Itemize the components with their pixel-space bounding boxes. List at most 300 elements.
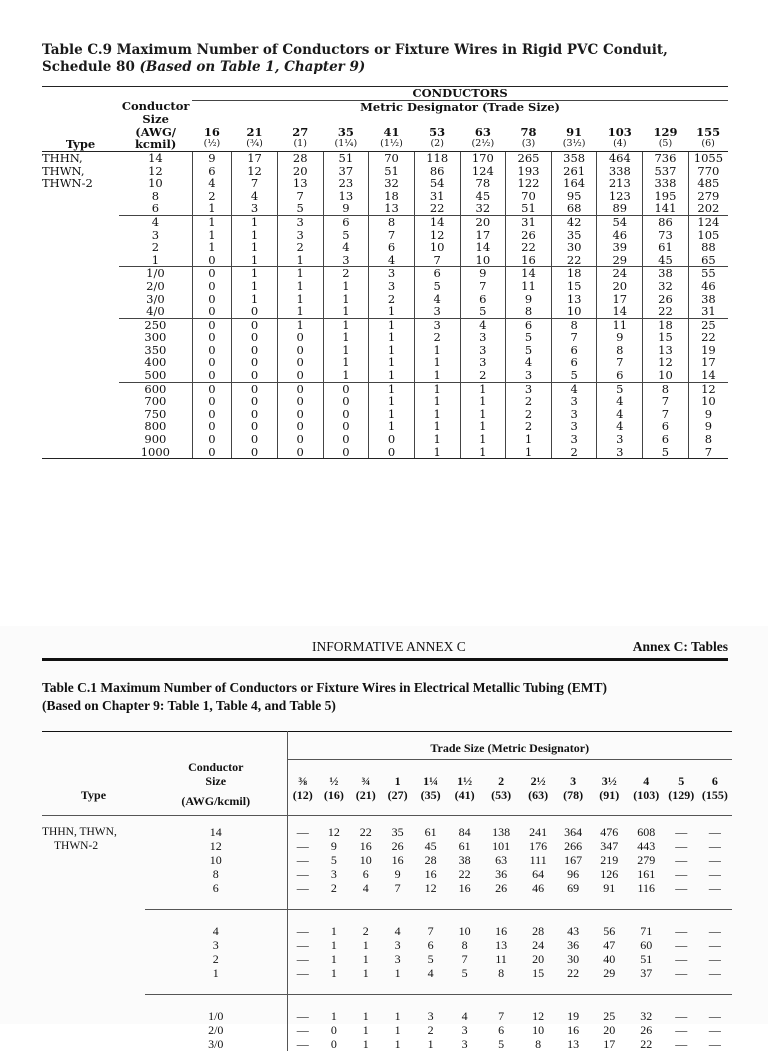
conductor-count: 0 bbox=[277, 356, 323, 369]
conductor-count: 1 bbox=[362, 951, 369, 966]
conductor-count: 1 bbox=[330, 951, 337, 966]
conductor-count: 69 bbox=[567, 880, 580, 895]
conductor-count: 70 bbox=[369, 151, 415, 164]
blank-cell bbox=[42, 774, 145, 788]
conductor-count: 5 bbox=[498, 1036, 505, 1051]
conductor-count: 5 bbox=[506, 344, 552, 357]
metric-designator: 129 bbox=[653, 124, 678, 139]
conductor-count: 12 bbox=[424, 880, 437, 895]
conductor-count: 8 bbox=[461, 937, 468, 952]
conductor-count: 1 bbox=[277, 254, 323, 267]
trade-size: (5) bbox=[643, 138, 689, 151]
type-cell bbox=[42, 331, 119, 344]
conductor-size-header-line: Size bbox=[145, 774, 287, 788]
conductor-count: 5 bbox=[461, 965, 468, 980]
blank-cell bbox=[42, 87, 119, 101]
conductor-count: 26 bbox=[640, 1022, 653, 1037]
type-cell bbox=[42, 305, 119, 318]
conductor-size: 12 bbox=[119, 165, 192, 178]
conductor-count: 14 bbox=[597, 305, 643, 318]
conductor-count: 1 bbox=[330, 937, 337, 952]
conductor-count: 1 bbox=[414, 408, 460, 421]
conductor-count: 0 bbox=[330, 1022, 337, 1037]
table-row bbox=[42, 966, 732, 995]
conductor-count: 736 bbox=[643, 151, 689, 164]
conductor-count: 3 bbox=[551, 408, 597, 421]
conductor-count: 6 bbox=[323, 215, 369, 228]
conductor-count: 0 bbox=[192, 420, 232, 433]
conductor-count: 1 bbox=[277, 293, 323, 306]
conductor-count: 1 bbox=[369, 344, 415, 357]
conductor-count: 12 bbox=[643, 356, 689, 369]
table-row bbox=[42, 867, 732, 881]
conductor-count: 1 bbox=[506, 433, 552, 446]
conductor-count: 608 bbox=[637, 824, 656, 839]
trade-size: (4) bbox=[597, 138, 643, 151]
conductor-count: 0 bbox=[277, 331, 323, 344]
conductor-size-header-line: Conductor bbox=[121, 99, 190, 114]
type-cell bbox=[42, 420, 119, 433]
blank-cell bbox=[42, 760, 145, 774]
conductor-count: 1 bbox=[460, 395, 506, 408]
conductor-count: 8 bbox=[551, 318, 597, 331]
conductor-count: 0 bbox=[232, 344, 278, 357]
conductor-count: 5 bbox=[330, 852, 337, 867]
type-cell bbox=[42, 966, 145, 995]
metric-designator: 78 bbox=[520, 124, 537, 139]
trade-size: (½) bbox=[192, 138, 232, 151]
type-cell bbox=[42, 395, 119, 408]
conductor-count: — bbox=[296, 937, 309, 952]
table-c1-title bbox=[42, 679, 607, 715]
conductor-count: 0 bbox=[323, 382, 369, 395]
conductor-count: 1 bbox=[460, 446, 506, 459]
conductor-count: 1 bbox=[318, 909, 350, 938]
conductor-count: 7 bbox=[414, 254, 460, 267]
conductor-count: 1 bbox=[323, 293, 369, 306]
conductor-count: 13 bbox=[495, 937, 508, 952]
conductor-count: 279 bbox=[637, 852, 656, 867]
conductor-size: 250 bbox=[119, 318, 192, 331]
conductor-count: 9 bbox=[394, 866, 401, 881]
conductor-count: 17 bbox=[232, 151, 278, 164]
table-row bbox=[42, 994, 732, 1023]
conductor-count: 24 bbox=[597, 267, 643, 280]
conductor-count: 86 bbox=[643, 215, 689, 228]
conductor-count: 1 bbox=[323, 344, 369, 357]
conductor-count: 9 bbox=[323, 202, 369, 215]
conductor-count: — bbox=[708, 880, 721, 895]
trade-size: 2 bbox=[498, 773, 505, 788]
conductor-count: 37 bbox=[640, 965, 653, 980]
conductor-size-header-line: Size bbox=[142, 112, 169, 127]
conductor-count: 15 bbox=[551, 280, 597, 293]
conductor-count: 3 bbox=[414, 318, 460, 331]
conductor-count: 3 bbox=[232, 202, 278, 215]
conductor-count: — bbox=[296, 880, 309, 895]
conductor-count: 1 bbox=[362, 1036, 369, 1051]
blank-cell bbox=[192, 113, 728, 126]
conductor-count: 9 bbox=[506, 293, 552, 306]
type-header: Type bbox=[42, 788, 145, 816]
conductor-count: 0 bbox=[232, 408, 278, 421]
conductor-count: 1 bbox=[369, 408, 415, 421]
conductor-size: 6 bbox=[145, 881, 287, 910]
table-row bbox=[42, 839, 732, 853]
trade-size-header: Trade Size (Metric Designator) bbox=[287, 732, 732, 760]
table-row bbox=[42, 177, 728, 190]
conductor-count: 63 bbox=[495, 852, 508, 867]
conductor-count: 537 bbox=[643, 165, 689, 178]
conductor-count: 38 bbox=[643, 267, 689, 280]
conductor-count: 4 bbox=[414, 293, 460, 306]
conductor-count: 10 bbox=[532, 1022, 545, 1037]
conductor-count: 22 bbox=[640, 1036, 653, 1051]
conductor-count: 2 bbox=[506, 408, 552, 421]
conductor-count: 23 bbox=[323, 177, 369, 190]
conductor-count: 3 bbox=[551, 433, 597, 446]
conductor-count: 4 bbox=[448, 994, 482, 1023]
conductor-count: 65 bbox=[701, 252, 716, 267]
conductor-count: — bbox=[665, 909, 698, 938]
conductor-size: 2 bbox=[119, 241, 192, 254]
title-line1: Table C.9 Maximum Number of Conductors or Fixture Wires in Rigid PVC Conduit, bbox=[42, 42, 668, 58]
blank-cell bbox=[287, 760, 732, 774]
conductor-size: 1/0 bbox=[145, 994, 287, 1023]
metric-designator: (35) bbox=[414, 788, 448, 816]
metric-designator: 41 bbox=[383, 124, 400, 139]
conductor-count: 20 bbox=[603, 1022, 616, 1037]
conductor-count: 16 bbox=[424, 866, 437, 881]
conductor-count: — bbox=[708, 824, 721, 839]
header-row-trade-label bbox=[42, 732, 732, 760]
conductor-count: 15 bbox=[643, 331, 689, 344]
conductor-count: 0 bbox=[192, 344, 232, 357]
annex-header bbox=[42, 636, 728, 656]
conductor-count: 7 bbox=[643, 395, 689, 408]
conductor-count: 4 bbox=[382, 909, 414, 938]
conductor-count: 26 bbox=[643, 293, 689, 306]
conductor-count: 22 bbox=[551, 254, 597, 267]
type-cell bbox=[42, 190, 119, 203]
conductor-count: 1 bbox=[323, 318, 369, 331]
conductor-count: 11 bbox=[597, 318, 643, 331]
type-cell: THHN, bbox=[42, 150, 83, 165]
conductor-count: 7 bbox=[414, 909, 448, 938]
conductor-count: 0 bbox=[192, 331, 232, 344]
conductor-count: 19 bbox=[556, 994, 591, 1023]
title-italic: (Based on Table 1, Chapter 9) bbox=[139, 59, 366, 75]
conductor-count: 0 bbox=[323, 395, 369, 408]
conductor-count: 1 bbox=[460, 382, 506, 395]
conductor-count: 6 bbox=[643, 420, 689, 433]
conductor-count: 38 bbox=[701, 291, 716, 306]
header-rule bbox=[42, 658, 728, 661]
metric-designator: (63) bbox=[521, 788, 556, 816]
conductor-count: 0 bbox=[277, 408, 323, 421]
conductor-count: 443 bbox=[637, 838, 656, 853]
conductor-count: 2 bbox=[192, 190, 232, 203]
conductor-count: 1 bbox=[394, 965, 401, 980]
conductor-count: 20 bbox=[460, 215, 506, 228]
conductor-count: 0 bbox=[330, 1036, 337, 1051]
conductor-count: 10 bbox=[701, 394, 716, 409]
conductor-count: 1 bbox=[369, 305, 415, 318]
conductor-count: 1 bbox=[394, 1022, 401, 1037]
conductor-count: 51 bbox=[640, 951, 653, 966]
conductor-count: 1 bbox=[232, 215, 278, 228]
conductor-count: 4 bbox=[232, 190, 278, 203]
conductor-count: 101 bbox=[492, 838, 511, 853]
c1-title-line1: Table C.1 Maximum Number of Conductors or Fixture Wires in Electrical Metallic Tubing (EMT) bbox=[42, 680, 607, 695]
conductor-count: 1 bbox=[414, 369, 460, 382]
conductor-count: 96 bbox=[567, 866, 580, 881]
conductor-count: 0 bbox=[192, 267, 232, 280]
conductor-count: 464 bbox=[597, 151, 643, 164]
conductor-size: 8 bbox=[119, 190, 192, 203]
table-row bbox=[42, 938, 732, 952]
conductor-count: 35 bbox=[391, 824, 404, 839]
conductor-count: 476 bbox=[600, 824, 619, 839]
conductor-count: 32 bbox=[369, 177, 415, 190]
conductor-count: 12 bbox=[688, 382, 728, 395]
conductor-count: 10 bbox=[551, 305, 597, 318]
conductor-count: 347 bbox=[600, 838, 619, 853]
conductor-count: 22 bbox=[506, 241, 552, 254]
trade-size: 3 bbox=[570, 773, 577, 788]
conductor-count: 1 bbox=[192, 202, 232, 215]
conductor-count: 0 bbox=[277, 382, 323, 395]
conductor-count: 24 bbox=[532, 937, 545, 952]
conductor-count: 164 bbox=[551, 177, 597, 190]
conductor-count: — bbox=[296, 965, 309, 980]
header-row-conductor bbox=[42, 760, 732, 774]
conductor-count: — bbox=[675, 838, 688, 853]
conductor-count: — bbox=[675, 965, 688, 980]
conductor-count: 60 bbox=[640, 937, 653, 952]
conductor-count: 7 bbox=[482, 994, 521, 1023]
conductor-count: 0 bbox=[277, 344, 323, 357]
conductor-count: — bbox=[675, 1022, 688, 1037]
trade-size: (2½) bbox=[460, 138, 506, 151]
conductor-count: 7 bbox=[460, 280, 506, 293]
trade-size: 1 bbox=[394, 773, 401, 788]
type-cell bbox=[42, 867, 145, 881]
conductor-count: — bbox=[708, 951, 721, 966]
conductor-count: 16 bbox=[482, 909, 521, 938]
metric-designator: (91) bbox=[591, 788, 628, 816]
conductor-count: 1055 bbox=[693, 150, 724, 165]
conductor-count: 1 bbox=[330, 965, 337, 980]
conductor-count: 8 bbox=[643, 382, 689, 395]
conductor-count: 1 bbox=[192, 215, 232, 228]
table-row bbox=[42, 853, 732, 867]
conductor-count: 0 bbox=[369, 446, 415, 459]
conductor-count: 9 bbox=[704, 419, 713, 434]
conductor-count: 2 bbox=[427, 1022, 434, 1037]
trade-size: ⅜ bbox=[298, 773, 308, 788]
conductor-count: 10 bbox=[460, 254, 506, 267]
conductor-count: 3 bbox=[460, 356, 506, 369]
conductor-count: 30 bbox=[551, 241, 597, 254]
conductor-count: 5 bbox=[414, 280, 460, 293]
conductor-count: 45 bbox=[424, 838, 437, 853]
conductor-count: 1 bbox=[369, 369, 415, 382]
conductor-count: 8 bbox=[704, 432, 713, 447]
conductor-count: 0 bbox=[323, 446, 369, 459]
section-label: INFORMATIVE ANNEX C bbox=[312, 639, 466, 654]
conductor-count: 16 bbox=[506, 254, 552, 267]
conductor-count: — bbox=[675, 951, 688, 966]
metric-designator: 155 bbox=[696, 124, 721, 139]
conductor-count: 32 bbox=[628, 994, 665, 1023]
metric-designator: (78) bbox=[556, 788, 591, 816]
type-cell bbox=[42, 369, 119, 382]
conductor-count: 3 bbox=[277, 229, 323, 242]
conductor-count: 0 bbox=[192, 446, 232, 459]
conductor-count: 46 bbox=[701, 278, 716, 293]
conductor-count: 1 bbox=[277, 318, 323, 331]
conductor-count: 11 bbox=[495, 951, 507, 966]
conductor-count: 1 bbox=[277, 280, 323, 293]
conductor-count: 68 bbox=[551, 202, 597, 215]
conductor-count: 105 bbox=[697, 227, 720, 242]
conductor-size: 10 bbox=[119, 177, 192, 190]
type-cell bbox=[42, 318, 119, 331]
conductor-count: 2 bbox=[369, 293, 415, 306]
conductor-count: 0 bbox=[232, 369, 278, 382]
conductor-count: 0 bbox=[232, 305, 278, 318]
trade-size: 2½ bbox=[530, 773, 546, 788]
conductor-size: 6 bbox=[119, 202, 192, 215]
conductor-count: 0 bbox=[277, 433, 323, 446]
conductor-count: 3 bbox=[597, 446, 643, 459]
table-row bbox=[42, 202, 728, 215]
conductor-size-header-line: (AWG/ bbox=[135, 124, 176, 139]
conductor-count: 0 bbox=[192, 305, 232, 318]
conductor-count: 28 bbox=[521, 909, 556, 938]
conductor-count: 61 bbox=[424, 824, 437, 839]
conductor-count: 261 bbox=[551, 165, 597, 178]
type-cell bbox=[42, 408, 119, 421]
conductor-count: 0 bbox=[192, 318, 232, 331]
conductor-count: 141 bbox=[643, 202, 689, 215]
conductor-count: 1 bbox=[323, 305, 369, 318]
conductor-count: 1 bbox=[323, 356, 369, 369]
conductor-count: 22 bbox=[359, 824, 372, 839]
conductor-count: 46 bbox=[532, 880, 545, 895]
conductor-count: 13 bbox=[323, 190, 369, 203]
conductor-count: 1 bbox=[369, 382, 415, 395]
conductor-count: 0 bbox=[192, 395, 232, 408]
conductor-count: 118 bbox=[414, 151, 460, 164]
conductor-count: — bbox=[296, 1022, 309, 1037]
conductor-count: 0 bbox=[232, 420, 278, 433]
type-cell bbox=[42, 994, 145, 1023]
conductor-count: 91 bbox=[603, 880, 616, 895]
conductor-count: 4 bbox=[551, 382, 597, 395]
table-row bbox=[42, 395, 728, 408]
conductor-count: 0 bbox=[192, 280, 232, 293]
conductor-count: 3 bbox=[460, 331, 506, 344]
conductor-count: 26 bbox=[506, 229, 552, 242]
conductor-count: — bbox=[675, 866, 688, 881]
type-cell bbox=[42, 446, 119, 459]
conductor-count: 19 bbox=[701, 342, 716, 357]
conductor-count: 0 bbox=[192, 408, 232, 421]
conductor-count: 0 bbox=[277, 420, 323, 433]
type-cell bbox=[42, 853, 145, 867]
trade-size: 6 bbox=[711, 773, 718, 788]
conductor-count: — bbox=[708, 1036, 721, 1051]
conductor-count: 2 bbox=[414, 331, 460, 344]
conductor-count: 4 bbox=[323, 241, 369, 254]
conductor-count: 18 bbox=[369, 190, 415, 203]
conductor-count: 1 bbox=[369, 395, 415, 408]
table-row bbox=[42, 881, 732, 910]
conductor-count: 7 bbox=[232, 177, 278, 190]
conductor-count: 1 bbox=[382, 994, 414, 1023]
table-row bbox=[42, 446, 728, 459]
trade-size: (3½) bbox=[551, 138, 597, 151]
conductor-count: 47 bbox=[603, 937, 616, 952]
conductor-size: 8 bbox=[145, 867, 287, 881]
conductor-count: 1 bbox=[192, 229, 232, 242]
conductor-count: 265 bbox=[506, 151, 552, 164]
conductor-count: 51 bbox=[369, 165, 415, 178]
conductor-size: 1 bbox=[119, 254, 192, 267]
conductor-count: 1 bbox=[414, 356, 460, 369]
trade-size: 5 bbox=[678, 773, 685, 788]
conductor-count: 61 bbox=[458, 838, 471, 853]
conductor-count: 3 bbox=[551, 395, 597, 408]
type-cell bbox=[42, 1023, 145, 1037]
conductor-count: — bbox=[287, 994, 318, 1023]
metric-designator: (21) bbox=[350, 788, 382, 816]
conductor-count: 0 bbox=[232, 331, 278, 344]
table-row bbox=[42, 215, 728, 228]
conductor-count: 2 bbox=[506, 420, 552, 433]
conductor-size: 4/0 bbox=[119, 305, 192, 318]
metric-designator: 16 bbox=[203, 124, 220, 139]
conductor-size: 3/0 bbox=[145, 1037, 287, 1051]
metric-header: Metric Designator (Trade Size) bbox=[192, 100, 728, 113]
conductor-size: 3 bbox=[119, 229, 192, 242]
conductor-size: 1 bbox=[145, 966, 287, 995]
metric-designator: 103 bbox=[607, 124, 632, 139]
conductor-count: 15 bbox=[532, 965, 545, 980]
table-c1 bbox=[42, 731, 732, 1051]
conductor-count: 1 bbox=[427, 1036, 434, 1051]
conductor-count: 25 bbox=[688, 318, 728, 331]
conductor-count: 167 bbox=[564, 852, 583, 867]
conductor-count: 126 bbox=[600, 866, 619, 881]
conductor-count: 0 bbox=[232, 382, 278, 395]
conductor-count: 1 bbox=[277, 305, 323, 318]
conductor-count: — bbox=[708, 937, 721, 952]
header-row-metric-designators bbox=[42, 788, 732, 816]
conductor-count: 18 bbox=[643, 318, 689, 331]
conductor-count: 1 bbox=[323, 280, 369, 293]
type-cell bbox=[42, 293, 119, 306]
conductor-count: 14 bbox=[701, 368, 716, 383]
conductor-count: 17 bbox=[603, 1036, 616, 1051]
conductor-count: 3 bbox=[414, 305, 460, 318]
c1-title-line2: (Based on Chapter 9: Table 1, Table 4, and Table 5) bbox=[42, 698, 336, 713]
conductor-size: 900 bbox=[119, 433, 192, 446]
conductor-count: 14 bbox=[414, 215, 460, 228]
conductor-count: 5 bbox=[643, 446, 689, 459]
